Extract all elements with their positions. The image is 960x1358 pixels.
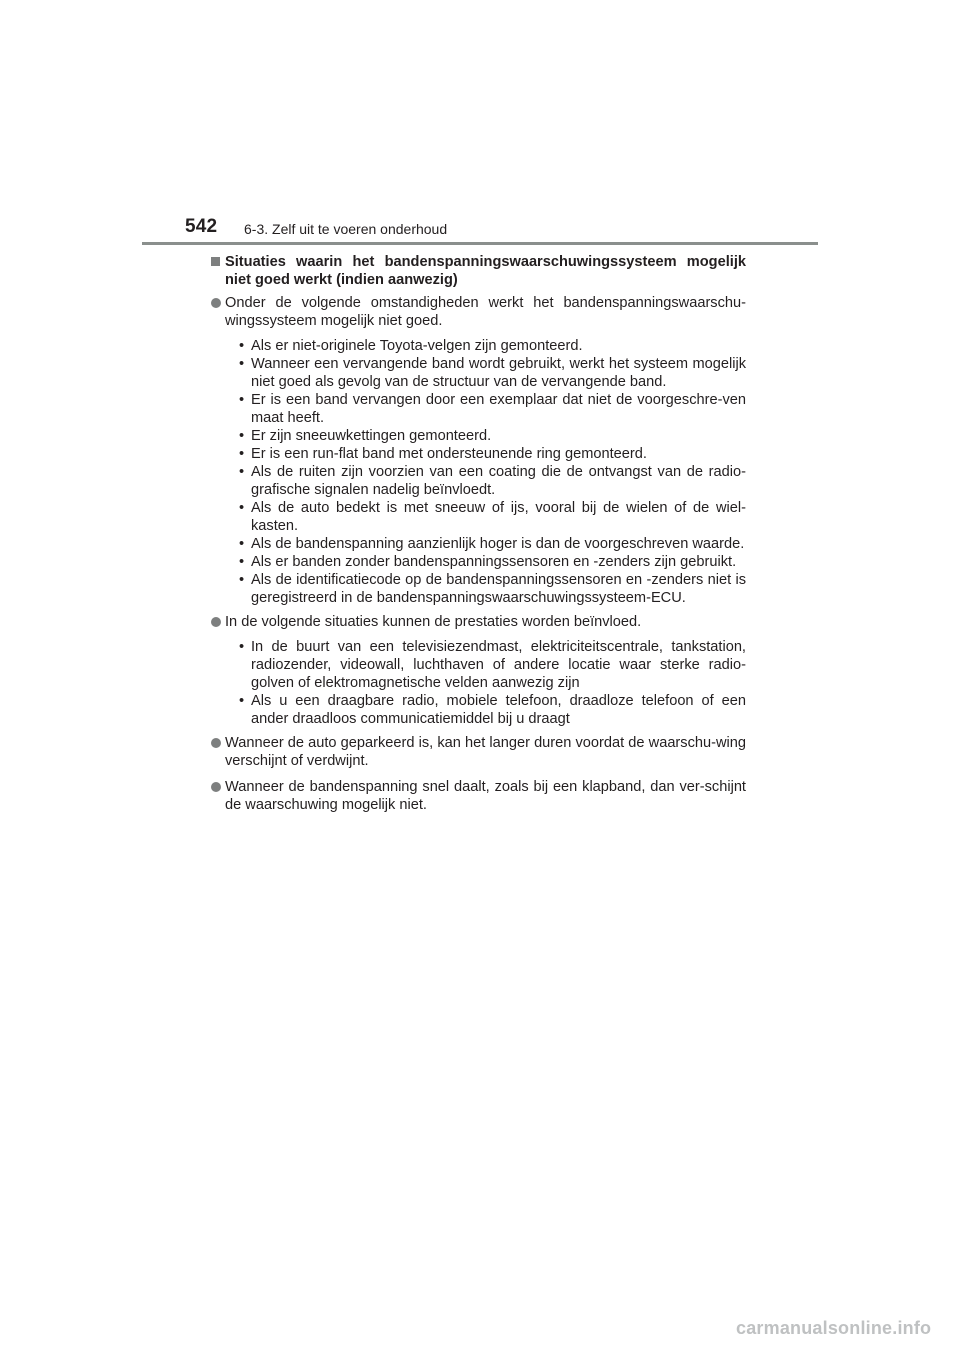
sub-list-item bbox=[237, 463, 746, 499]
page-number: 542 bbox=[185, 216, 218, 237]
sub-list-item bbox=[237, 692, 746, 728]
bullet-mark: • bbox=[239, 639, 245, 655]
sub-list bbox=[211, 638, 746, 728]
section-title: 6-3. Zelf uit te voeren onderhoud bbox=[244, 221, 448, 237]
list-item-text: Onder de volgende omstandigheden werkt het bandenspanningswaarschu-wingssysteem mogelijk niet goed. bbox=[225, 295, 746, 329]
sub-list-item bbox=[237, 499, 746, 535]
sub-list-item-text: Als er niet-originele Toyota-velgen zijn gemonteerd. bbox=[251, 338, 583, 354]
bullet-mark: • bbox=[239, 572, 245, 588]
bullet-mark: • bbox=[239, 356, 245, 372]
sub-list-item-text: Als de identificatiecode op de bandenspanningssensoren en -zenders niet is geregistreerd in de bandenspanningswaarschuwingssysteem-ECU. bbox=[251, 572, 746, 606]
sub-list-item bbox=[237, 553, 746, 571]
list-item bbox=[211, 294, 746, 330]
sub-list-item bbox=[237, 535, 746, 553]
bullet-mark: • bbox=[239, 392, 245, 408]
section-heading bbox=[211, 253, 746, 289]
bullet-mark: • bbox=[239, 446, 245, 462]
sub-list-item bbox=[237, 355, 746, 391]
sub-list-item-text: Er zijn sneeuwkettingen gemonteerd. bbox=[251, 428, 492, 444]
sub-list-item bbox=[237, 445, 746, 463]
bullet-mark: • bbox=[239, 428, 245, 444]
sub-list-item bbox=[237, 571, 746, 607]
bullet-mark: • bbox=[239, 500, 245, 516]
sub-list-item-text: Er is een band vervangen door een exemplaar dat niet de voorgeschre-ven maat heeft. bbox=[251, 392, 746, 426]
sub-list-item-text: Als de auto bedekt is met sneeuw of ijs, vooral bij de wielen of de wiel-kasten. bbox=[251, 500, 746, 534]
bullet-mark: • bbox=[239, 536, 245, 552]
sub-list bbox=[211, 337, 746, 607]
round-bullet-icon bbox=[211, 782, 221, 792]
list-item-text: In de volgende situaties kunnen de prestaties worden beïnvloed. bbox=[225, 614, 642, 630]
watermark: carmanualsonline.info bbox=[736, 1318, 932, 1338]
sub-list-item bbox=[237, 638, 746, 692]
sub-list-item-text: Er is een run-flat band met ondersteunende ring gemonteerd. bbox=[251, 446, 647, 462]
sub-list-item-text: Als de bandenspanning aanzienlijk hoger is dan de voorgeschreven waarde. bbox=[251, 536, 745, 552]
sub-list-item bbox=[237, 427, 746, 445]
sub-list-item-text: Wanneer een vervangende band wordt gebruikt, werkt het systeem mogelijk niet goed als gevolg van de structuur van de vervangende band. bbox=[251, 356, 746, 390]
list-item bbox=[211, 613, 746, 631]
header-divider bbox=[142, 242, 818, 245]
list-item bbox=[211, 778, 746, 814]
bullet-mark: • bbox=[239, 693, 245, 709]
bullet-mark: • bbox=[239, 554, 245, 570]
round-bullet-icon bbox=[211, 298, 221, 308]
bullet-mark: • bbox=[239, 338, 245, 354]
list-item-text: Wanneer de auto geparkeerd is, kan het langer duren voordat de waarschu-wing verschijnt of verdwijnt. bbox=[225, 735, 746, 769]
list-item-text: Wanneer de bandenspanning snel daalt, zoals bij een klapband, dan ver-schijnt de waarschuwing mogelijk niet. bbox=[225, 779, 746, 813]
sub-list-item-text: In de buurt van een televisiezendmast, elektriciteitscentrale, tankstation, radiozender, videowall, luchthaven of andere locatie waar sterke radio-golven of elektromagnetische velden aanwezig zijn bbox=[251, 639, 746, 691]
square-bullet-icon bbox=[211, 257, 220, 266]
sub-list-item-text: Als er banden zonder bandenspanningssensoren en -zenders zijn gebruikt. bbox=[251, 554, 737, 570]
sub-list-item bbox=[237, 337, 746, 355]
list-item bbox=[211, 734, 746, 770]
sub-list-item bbox=[237, 391, 746, 427]
round-bullet-icon bbox=[211, 738, 221, 748]
section-heading-text: Situaties waarin het bandenspanningswaarschuwingssysteem mogelijk niet goed werkt (indien aanwezig) bbox=[225, 254, 746, 288]
round-bullet-icon bbox=[211, 617, 221, 627]
sub-list-item-text: Als de ruiten zijn voorzien van een coating die de ontvangst van de radio-grafische signalen nadelig beïnvloedt. bbox=[251, 464, 746, 498]
page-content bbox=[211, 253, 746, 814]
sub-list-item-text: Als u een draagbare radio, mobiele telefoon, draadloze telefoon of een ander draadloos communicatiemiddel bij u draagt bbox=[251, 693, 746, 727]
bullet-mark: • bbox=[239, 464, 245, 480]
